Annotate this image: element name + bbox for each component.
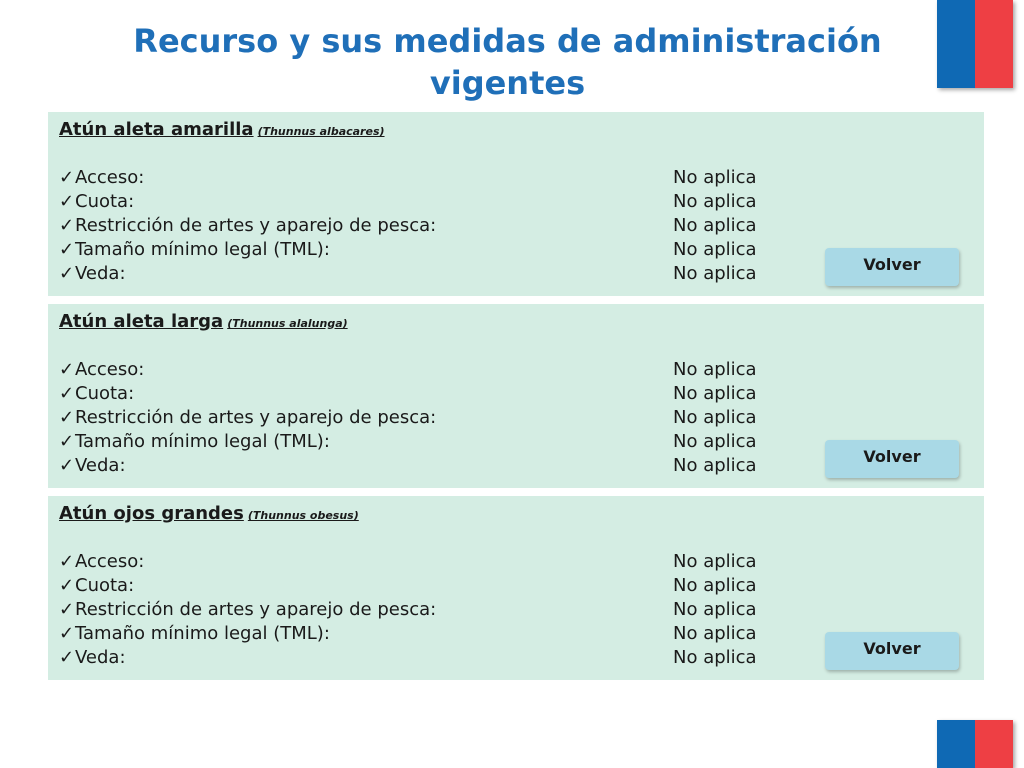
measure-label: Restricción de artes y aparejo de pesca: (75, 599, 437, 620)
species-common-name: Atún aleta larga (59, 311, 224, 332)
measure-row-restriccion (59, 214, 819, 238)
measure-row-cuota (59, 190, 819, 214)
measure-row-cuota (59, 574, 819, 598)
measure-row-tml (59, 238, 819, 262)
species-heading (59, 503, 359, 527)
volver-button[interactable]: Volver (825, 248, 959, 286)
measure-label: Cuota: (75, 575, 135, 596)
measures-list (59, 358, 819, 478)
checkmark-icon: ✓ (59, 455, 75, 476)
measure-value: No aplica (673, 191, 757, 212)
flag-blue-stripe (937, 720, 975, 768)
page-title (40, 20, 975, 104)
species-heading (59, 311, 348, 335)
measure-label: Cuota: (75, 383, 135, 404)
checkmark-icon: ✓ (59, 623, 75, 644)
checkmark-icon: ✓ (59, 167, 75, 188)
chile-flag-bottom (937, 720, 1013, 768)
measure-row-restriccion (59, 598, 819, 622)
measure-value: No aplica (673, 383, 757, 404)
measure-label: Acceso: (75, 551, 145, 572)
species-panel-atun-ojos-grandes (48, 496, 984, 680)
measure-row-cuota (59, 382, 819, 406)
species-scientific-name: (Thunnus obesus) (247, 509, 359, 522)
measure-label: Acceso: (75, 359, 145, 380)
volver-button[interactable]: Volver (825, 440, 959, 478)
measure-value: No aplica (673, 239, 757, 260)
checkmark-icon: ✓ (59, 359, 75, 380)
measure-row-acceso (59, 550, 819, 574)
checkmark-icon: ✓ (59, 239, 75, 260)
measure-row-acceso (59, 358, 819, 382)
species-panel-atun-aleta-larga (48, 304, 984, 488)
measure-label: Tamaño mínimo legal (TML): (75, 431, 330, 452)
measure-label: Veda: (75, 455, 126, 476)
measure-label: Veda: (75, 263, 126, 284)
checkmark-icon: ✓ (59, 431, 75, 452)
measure-row-veda (59, 646, 819, 670)
measure-label: Veda: (75, 647, 126, 668)
page-title-line-2: vigentes (429, 64, 586, 102)
species-panel-atun-aleta-amarilla (48, 112, 984, 296)
measure-row-acceso (59, 166, 819, 190)
species-heading (59, 119, 385, 143)
checkmark-icon: ✓ (59, 647, 75, 668)
species-common-name: Atún aleta amarilla (59, 119, 254, 140)
measure-value: No aplica (673, 647, 757, 668)
species-scientific-name: (Thunnus albacares) (257, 125, 385, 138)
flag-red-stripe (975, 720, 1013, 768)
measure-value: No aplica (673, 455, 757, 476)
species-common-name: Atún ojos grandes (59, 503, 244, 524)
measure-row-restriccion (59, 406, 819, 430)
checkmark-icon: ✓ (59, 599, 75, 620)
measure-label: Restricción de artes y aparejo de pesca: (75, 407, 437, 428)
checkmark-icon: ✓ (59, 215, 75, 236)
measures-list (59, 166, 819, 286)
checkmark-icon: ✓ (59, 263, 75, 284)
species-scientific-name: (Thunnus alalunga) (227, 317, 348, 330)
measure-value: No aplica (673, 575, 757, 596)
checkmark-icon: ✓ (59, 191, 75, 212)
measure-row-tml (59, 430, 819, 454)
measure-value: No aplica (673, 167, 757, 188)
checkmark-icon: ✓ (59, 383, 75, 404)
measures-list (59, 550, 819, 670)
flag-red-stripe (975, 0, 1013, 88)
measure-label: Cuota: (75, 191, 135, 212)
measure-value: No aplica (673, 407, 757, 428)
measure-value: No aplica (673, 623, 757, 644)
volver-button[interactable]: Volver (825, 632, 959, 670)
measure-row-veda (59, 454, 819, 478)
measure-value: No aplica (673, 599, 757, 620)
measure-label: Tamaño mínimo legal (TML): (75, 239, 330, 260)
measure-row-tml (59, 622, 819, 646)
measure-value: No aplica (673, 263, 757, 284)
checkmark-icon: ✓ (59, 551, 75, 572)
measure-label: Acceso: (75, 167, 145, 188)
measure-label: Restricción de artes y aparejo de pesca: (75, 215, 437, 236)
page-title-line-1: Recurso y sus medidas de administración (133, 22, 882, 60)
measure-value: No aplica (673, 431, 757, 452)
measure-value: No aplica (673, 215, 757, 236)
measure-value: No aplica (673, 359, 757, 380)
measure-row-veda (59, 262, 819, 286)
checkmark-icon: ✓ (59, 407, 75, 428)
measure-label: Tamaño mínimo legal (TML): (75, 623, 330, 644)
measure-value: No aplica (673, 551, 757, 572)
checkmark-icon: ✓ (59, 575, 75, 596)
